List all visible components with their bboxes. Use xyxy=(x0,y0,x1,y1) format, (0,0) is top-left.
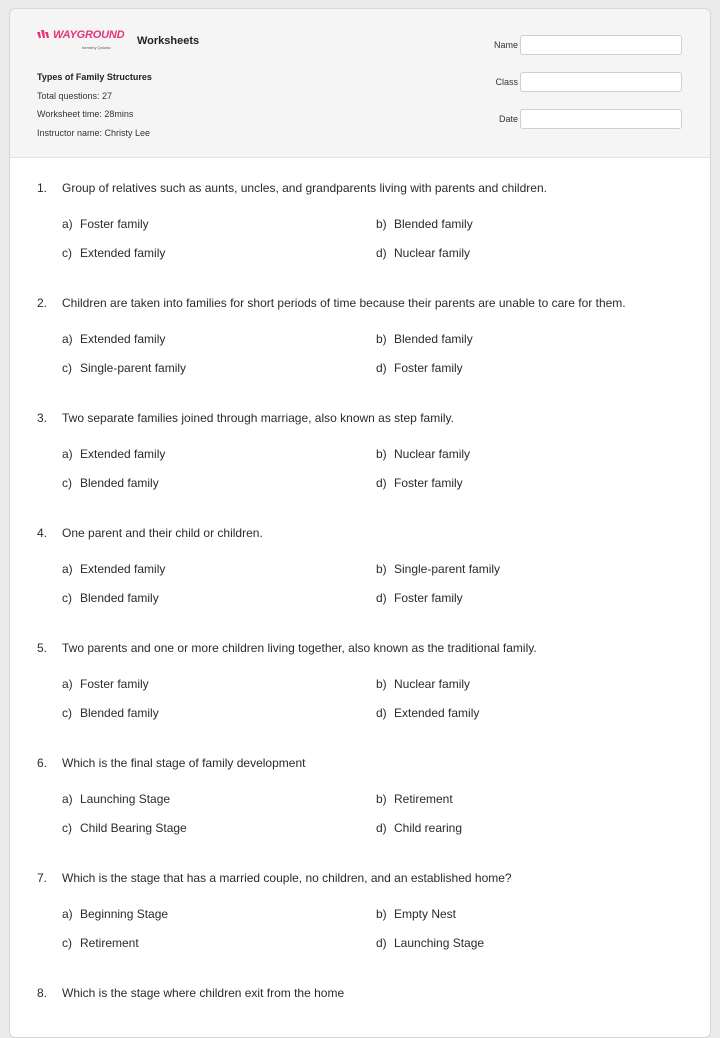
option-letter: c) xyxy=(62,936,72,950)
option-text: Nuclear family xyxy=(394,677,471,691)
question-item xyxy=(10,272,710,387)
option-text: Foster family xyxy=(80,677,149,691)
question-item xyxy=(10,847,710,962)
option-letter: b) xyxy=(376,562,387,576)
date-field-row xyxy=(450,109,690,131)
option-text: Empty Nest xyxy=(394,907,457,921)
wayground-logo-icon xyxy=(37,29,51,41)
answer-option[interactable] xyxy=(376,562,500,576)
option-text: Single-parent family xyxy=(80,361,187,375)
class-label: Class xyxy=(495,77,518,87)
question-text: One parent and their child or children. xyxy=(62,526,263,540)
question-item xyxy=(10,157,710,272)
answer-option[interactable] xyxy=(376,332,473,346)
answer-option[interactable] xyxy=(62,936,139,950)
option-text: Blended family xyxy=(80,706,159,720)
option-letter: d) xyxy=(376,246,387,260)
total-questions: Total questions: 27 xyxy=(37,90,113,101)
name-input[interactable] xyxy=(520,35,682,55)
answer-option[interactable] xyxy=(62,677,149,691)
option-text: Extended family xyxy=(80,246,166,260)
answer-option[interactable] xyxy=(62,447,165,461)
option-text: Child Bearing Stage xyxy=(80,821,187,835)
option-letter: c) xyxy=(62,821,72,835)
option-letter: a) xyxy=(62,907,73,921)
name-label: Name xyxy=(493,40,518,50)
option-text: Blended family xyxy=(80,591,159,605)
question-text: Two parents and one or more children living together, also known as the traditional family. xyxy=(62,641,537,655)
option-text: Single-parent family xyxy=(394,562,501,576)
option-letter: c) xyxy=(62,706,72,720)
question-number: 1. xyxy=(37,181,48,195)
option-text: Beginning Stage xyxy=(80,907,169,921)
option-text: Launching Stage xyxy=(80,792,171,806)
answer-option[interactable] xyxy=(62,332,165,346)
answer-option[interactable] xyxy=(62,591,159,605)
option-letter: c) xyxy=(62,476,72,490)
worksheet-header xyxy=(10,9,710,158)
option-text: Retirement xyxy=(80,936,139,950)
question-number: 8. xyxy=(37,986,48,1000)
name-field-row xyxy=(450,35,690,57)
option-letter: a) xyxy=(62,792,73,806)
option-text: Blended family xyxy=(394,332,473,346)
date-label: Date xyxy=(498,114,518,124)
question-item xyxy=(10,502,710,617)
question-number: 3. xyxy=(37,411,48,425)
option-letter: b) xyxy=(376,217,387,231)
option-letter: b) xyxy=(376,792,387,806)
question-number: 2. xyxy=(37,296,48,310)
option-text: Launching Stage xyxy=(394,936,485,950)
answer-option[interactable] xyxy=(376,792,453,806)
question-number: 4. xyxy=(37,526,48,540)
option-text: Extended family xyxy=(80,332,166,346)
answer-option[interactable] xyxy=(62,562,165,576)
option-letter: d) xyxy=(376,361,387,375)
option-text: Extended family xyxy=(394,706,480,720)
answer-option[interactable] xyxy=(376,907,456,921)
brand-suffix: Worksheets xyxy=(137,35,200,47)
instructor-name: Instructor name: Christy Lee xyxy=(37,127,151,138)
worksheet-meta xyxy=(37,68,152,142)
answer-option[interactable] xyxy=(62,361,186,375)
class-field-row xyxy=(450,72,690,94)
option-letter: a) xyxy=(62,562,73,576)
answer-option[interactable] xyxy=(376,821,462,835)
answer-option[interactable] xyxy=(376,936,484,950)
answer-option[interactable] xyxy=(376,476,463,490)
worksheet-page xyxy=(9,8,711,1038)
worksheet-time: Worksheet time: 28mins xyxy=(37,109,134,119)
option-letter: d) xyxy=(376,706,387,720)
answer-option[interactable] xyxy=(376,361,463,375)
option-text: Nuclear family xyxy=(394,246,471,260)
option-text: Foster family xyxy=(394,591,463,605)
option-letter: a) xyxy=(62,332,73,346)
answer-option[interactable] xyxy=(376,217,473,231)
option-letter: d) xyxy=(376,936,387,950)
brand-tagline: formerly Quizizz xyxy=(82,45,111,50)
question-number: 7. xyxy=(37,871,48,885)
question-text: Two separate families joined through marriage, also known as step family. xyxy=(62,411,454,425)
brand-name: WAYGROUND xyxy=(53,29,125,41)
brand-logo xyxy=(37,29,125,50)
answer-option[interactable] xyxy=(62,821,187,835)
question-text: Which is the stage where children exit from the home xyxy=(62,986,345,1000)
answer-option[interactable] xyxy=(376,447,470,461)
question-text: Which is the stage that has a married couple, no children, and an established home? xyxy=(62,871,512,885)
answer-option[interactable] xyxy=(376,677,470,691)
option-letter: d) xyxy=(376,591,387,605)
option-text: Blended family xyxy=(394,217,473,231)
option-letter: b) xyxy=(376,332,387,346)
option-text: Extended family xyxy=(80,447,166,461)
option-letter: b) xyxy=(376,677,387,691)
answer-option[interactable] xyxy=(376,246,470,260)
option-text: Foster family xyxy=(394,476,463,490)
class-input[interactable] xyxy=(520,72,682,92)
answer-option[interactable] xyxy=(62,792,170,806)
worksheet-title: Types of Family Structures xyxy=(37,72,152,82)
question-text: Children are taken into families for short periods of time because their parents are unable to care for them. xyxy=(62,296,626,310)
question-item xyxy=(10,617,710,732)
option-text: Retirement xyxy=(394,792,453,806)
question-number: 6. xyxy=(37,756,48,770)
question-text: Which is the final stage of family development xyxy=(62,756,306,770)
option-text: Nuclear family xyxy=(394,447,471,461)
answer-option[interactable] xyxy=(62,217,149,231)
option-letter: c) xyxy=(62,361,72,375)
answer-option[interactable] xyxy=(62,907,168,921)
option-letter: d) xyxy=(376,476,387,490)
question-item xyxy=(10,387,710,502)
option-letter: c) xyxy=(62,591,72,605)
option-letter: b) xyxy=(376,447,387,461)
answer-option[interactable] xyxy=(376,591,463,605)
option-text: Foster family xyxy=(394,361,463,375)
option-text: Extended family xyxy=(80,562,166,576)
option-letter: d) xyxy=(376,821,387,835)
answer-option[interactable] xyxy=(376,706,479,720)
option-letter: c) xyxy=(62,246,72,260)
answer-option[interactable] xyxy=(62,476,159,490)
date-input[interactable] xyxy=(520,109,682,129)
question-item xyxy=(10,732,710,847)
answer-option[interactable] xyxy=(62,706,159,720)
option-letter: a) xyxy=(62,217,73,231)
option-text: Foster family xyxy=(80,217,149,231)
answer-option[interactable] xyxy=(62,246,165,260)
option-text: Blended family xyxy=(80,476,159,490)
option-letter: a) xyxy=(62,447,73,461)
question-item xyxy=(10,962,710,1038)
option-letter: a) xyxy=(62,677,73,691)
option-letter: b) xyxy=(376,907,387,921)
question-text: Group of relatives such as aunts, uncles, and grandparents living with parents and children. xyxy=(62,181,547,195)
question-number: 5. xyxy=(37,641,48,655)
option-text: Child rearing xyxy=(394,821,463,835)
